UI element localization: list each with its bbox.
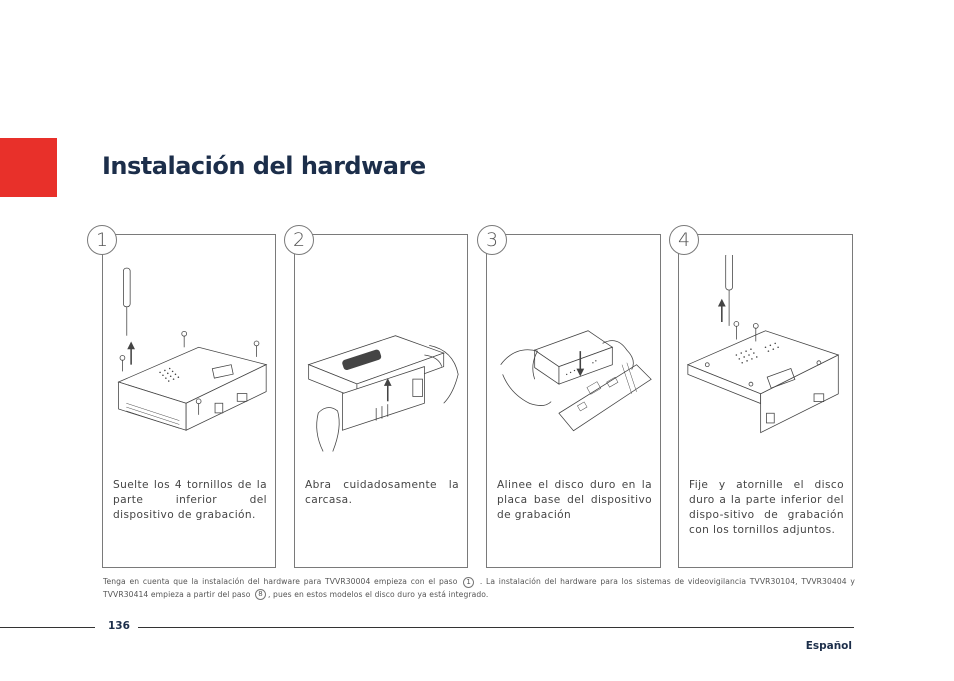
footer-rule-left xyxy=(0,627,95,628)
step-4-number: 4 xyxy=(669,225,699,255)
step-1-panel xyxy=(102,234,276,568)
page-title: Instalación del hardware xyxy=(102,152,426,180)
note-part-3: , pues en estos modelos el disco duro ya está integrado. xyxy=(268,589,489,599)
step-2-text: Abra cuidadosamente la carcasa. xyxy=(305,479,459,506)
note-part-2: . La instalación del hardware para los sistemas de videovigilancia TVVR30104, TVVR30404 y TVVR30414 empieza a partir del paso xyxy=(103,577,855,599)
step-3-panel xyxy=(486,234,661,568)
step-1-text: Suelte los 4 tornillos de la parte inferior del dispositivo de grabación. xyxy=(113,479,267,521)
language-label: Español xyxy=(805,640,852,652)
step-4-illustration xyxy=(683,255,848,455)
step-3-illustration xyxy=(491,255,656,455)
step-2-number: 2 xyxy=(284,225,314,255)
step-4-panel xyxy=(678,234,853,568)
step-1-illustration xyxy=(107,255,271,455)
step-3-text: Alinee el disco duro en la placa base del dispositivo de grabación xyxy=(497,479,652,521)
page-number: 136 xyxy=(108,620,130,632)
step-2-illustration xyxy=(299,255,463,455)
section-color-tab xyxy=(0,138,57,197)
step-3-number: 3 xyxy=(477,225,507,255)
step-4-text: Fije y atornille el disco duro a la parte inferior del dispo-sitivo de grabación con los tornillos adjuntos. xyxy=(689,479,844,536)
step-1-number: 1 xyxy=(87,225,117,255)
note-step-ref-8: 8 xyxy=(255,589,266,600)
step-2-panel xyxy=(294,234,468,568)
note-part-1: Tenga en cuenta que la instalación del hardware para TVVR30004 empieza con el paso xyxy=(103,577,458,586)
installation-note xyxy=(103,576,855,601)
note-step-ref-1: 1 xyxy=(463,577,474,588)
footer-rule-right xyxy=(138,627,854,628)
